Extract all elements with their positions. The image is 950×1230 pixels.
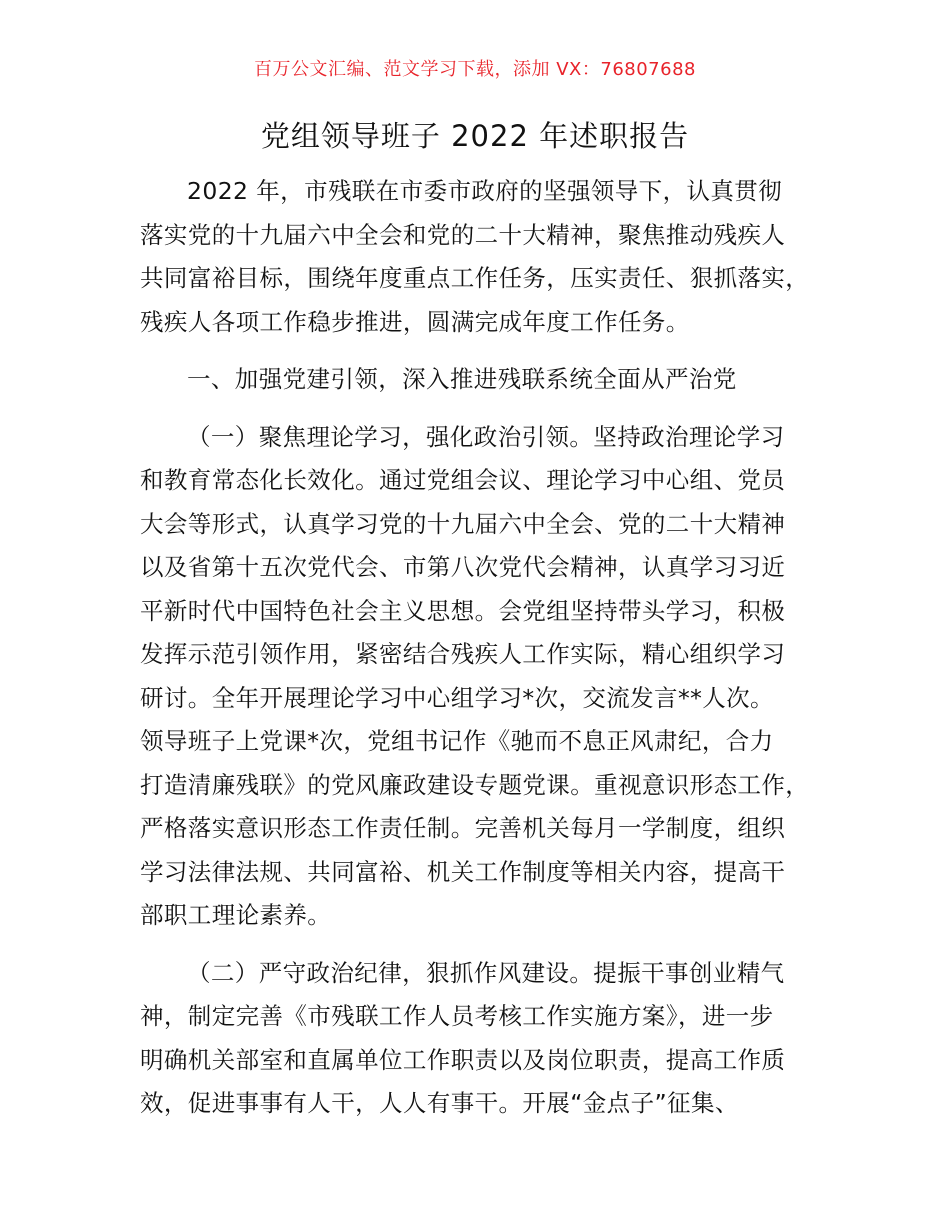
- watermark-text: 百万公文汇编、范文学习下载，添加 VX：76807688: [254, 59, 696, 80]
- paragraph-line: （二）严守政治纪律，狠抓作风建设。提振干事创业精气: [187, 958, 785, 987]
- spacer: [140, 344, 820, 358]
- subsection-1-paragraph: [140, 416, 820, 938]
- document-title: 党组领导班子 2022 年述职报告: [260, 119, 690, 153]
- intro-line: 共同富裕目标，围绕年度重点工作任务，压实责任、狠抓落实，: [140, 264, 810, 292]
- paragraph-line: 发挥示范引领作用，紧密结合残疾人工作实际，精心组织学习: [140, 640, 786, 668]
- section-heading: [140, 358, 820, 402]
- paragraph-line: 学习法律法规、共同富裕、机关工作制度等相关内容，提高干: [140, 857, 786, 886]
- intro-line: 残疾人各项工作稳步推进，圆满完成年度工作任务。: [140, 307, 690, 336]
- spacer: [140, 402, 820, 416]
- paragraph-line: 部职工理论素养。: [140, 901, 332, 929]
- paragraph-line: 打造清廉残联》的党风廉政建设专题党课。重视意识形态工作，: [140, 770, 810, 799]
- paragraph-line: （一）聚焦理论学习，强化政治引领。坚持政治理论学习: [187, 422, 785, 451]
- spacer: [140, 938, 820, 952]
- intro-line: 2022 年，市残联在市委市政府的坚强领导下，认真贯彻: [187, 177, 783, 205]
- section-heading-text: 一、加强党建引领，深入推进残联系统全面从严治党: [187, 365, 737, 393]
- paragraph-line: 领导班子上党课*次，党组书记作《驰而不息正风肃纪，合力: [140, 727, 774, 755]
- paragraph-line: 效，促进事事有人干，人人有事干。开展“金点子”征集、: [140, 1089, 739, 1117]
- paragraph-line: 严格落实意识形态工作责任制。完善机关每月一学制度，组织: [140, 814, 786, 842]
- intro-paragraph: [140, 170, 820, 344]
- paragraph-line: 研讨。全年开展理论学习中心组学习*次，交流发言**人次。: [140, 683, 774, 712]
- watermark-header: [0, 58, 950, 82]
- intro-line: 落实党的十九届六中全会和党的二十大精神，聚焦推动残疾人: [140, 220, 786, 249]
- subsection-2-paragraph: [140, 952, 820, 1126]
- paragraph-line: 以及省第十五次党代会、市第八次党代会精神，认真学习习近: [140, 553, 786, 581]
- document-body: [140, 170, 820, 1126]
- paragraph-line: 大会等形式，认真学习党的十九届六中全会、党的二十大精神: [140, 509, 786, 538]
- paragraph-line: 神，制定完善《市残联工作人员考核工作实施方案》，进一步: [140, 1002, 774, 1030]
- paragraph-line: 和教育常态化长效化。通过党组会议、理论学习中心组、党员: [140, 466, 786, 494]
- paragraph-line: 明确机关部室和直属单位工作职责以及岗位职责，提高工作质: [140, 1045, 786, 1074]
- paragraph-line: 平新时代中国特色社会主义思想。会党组坚持带头学习，积极: [140, 596, 786, 625]
